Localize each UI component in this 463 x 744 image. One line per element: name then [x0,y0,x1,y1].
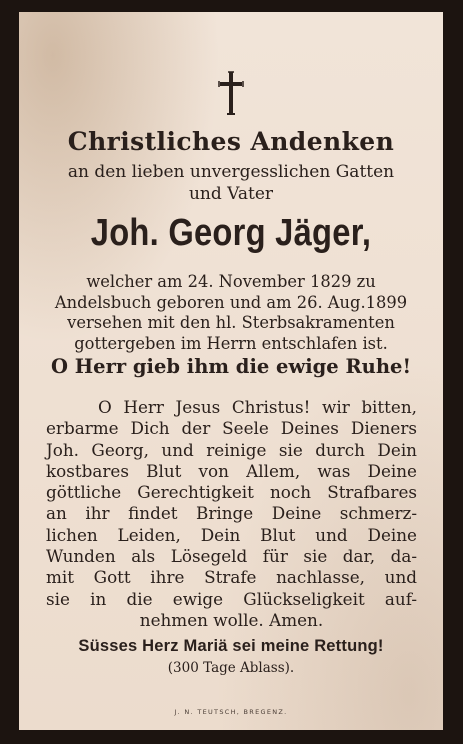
dedication-line-2: und Vater [188,184,274,204]
prayer-line: mit Gott ihre Strafe nachlasse, und [46,567,417,588]
prayer-line: O Herr Jesus Christus! wir bitten, [98,397,417,417]
cross-icon [218,70,244,116]
prayer-line: Wunden als Lösegeld für sie dar, da- [46,546,417,567]
indulgence-note: (300 Tage Ablass). [167,660,295,676]
prayer-line: sie in die ewige Glückseligkeit auf- [46,588,417,609]
prayer-line: an ihr findet Bringe Deine schmerz- [46,503,417,524]
prayer-line: nehmen wolle. Amen. [139,609,324,630]
dedication-line-1: an den lieben unvergesslichen Gatten [67,162,395,182]
prayer-text [46,397,417,631]
biography [47,272,415,354]
bio-line: Andelsbuch geboren und am 26. Aug.1899 [54,292,408,312]
prayer-heading: O Herr gieb ihm die ewige Ruhe! [50,355,412,378]
memorial-card [19,12,443,730]
prayer-line: Joh. Georg, und reinige sie durch Dein [46,439,417,460]
prayer-line: kostbares Blut von Allem, was Deine [46,460,417,481]
closing-invocation: Süsses Herz Mariä sei meine Rettung! [78,637,384,655]
card-title: Christliches Andenken [67,127,395,156]
prayer-line: lichen Leiden, Dein Blut und Deine [46,524,417,545]
printer-imprint: J. N. TEUTSCH, BREGENZ. [174,708,288,716]
prayer-line: erbarme Dich der Seele Deines Dieners [46,418,417,439]
bio-line: welcher am 24. November 1829 zu [86,272,376,291]
bio-line: gottergeben im Herrn entschlafen ist. [74,333,388,353]
prayer-line: göttliche Gerechtigkeit noch Strafbares [46,482,417,503]
deceased-name: Joh. Georg Jäger, [90,212,372,254]
bio-line: versehen mit den hl. Sterbsakramenten [67,313,395,333]
